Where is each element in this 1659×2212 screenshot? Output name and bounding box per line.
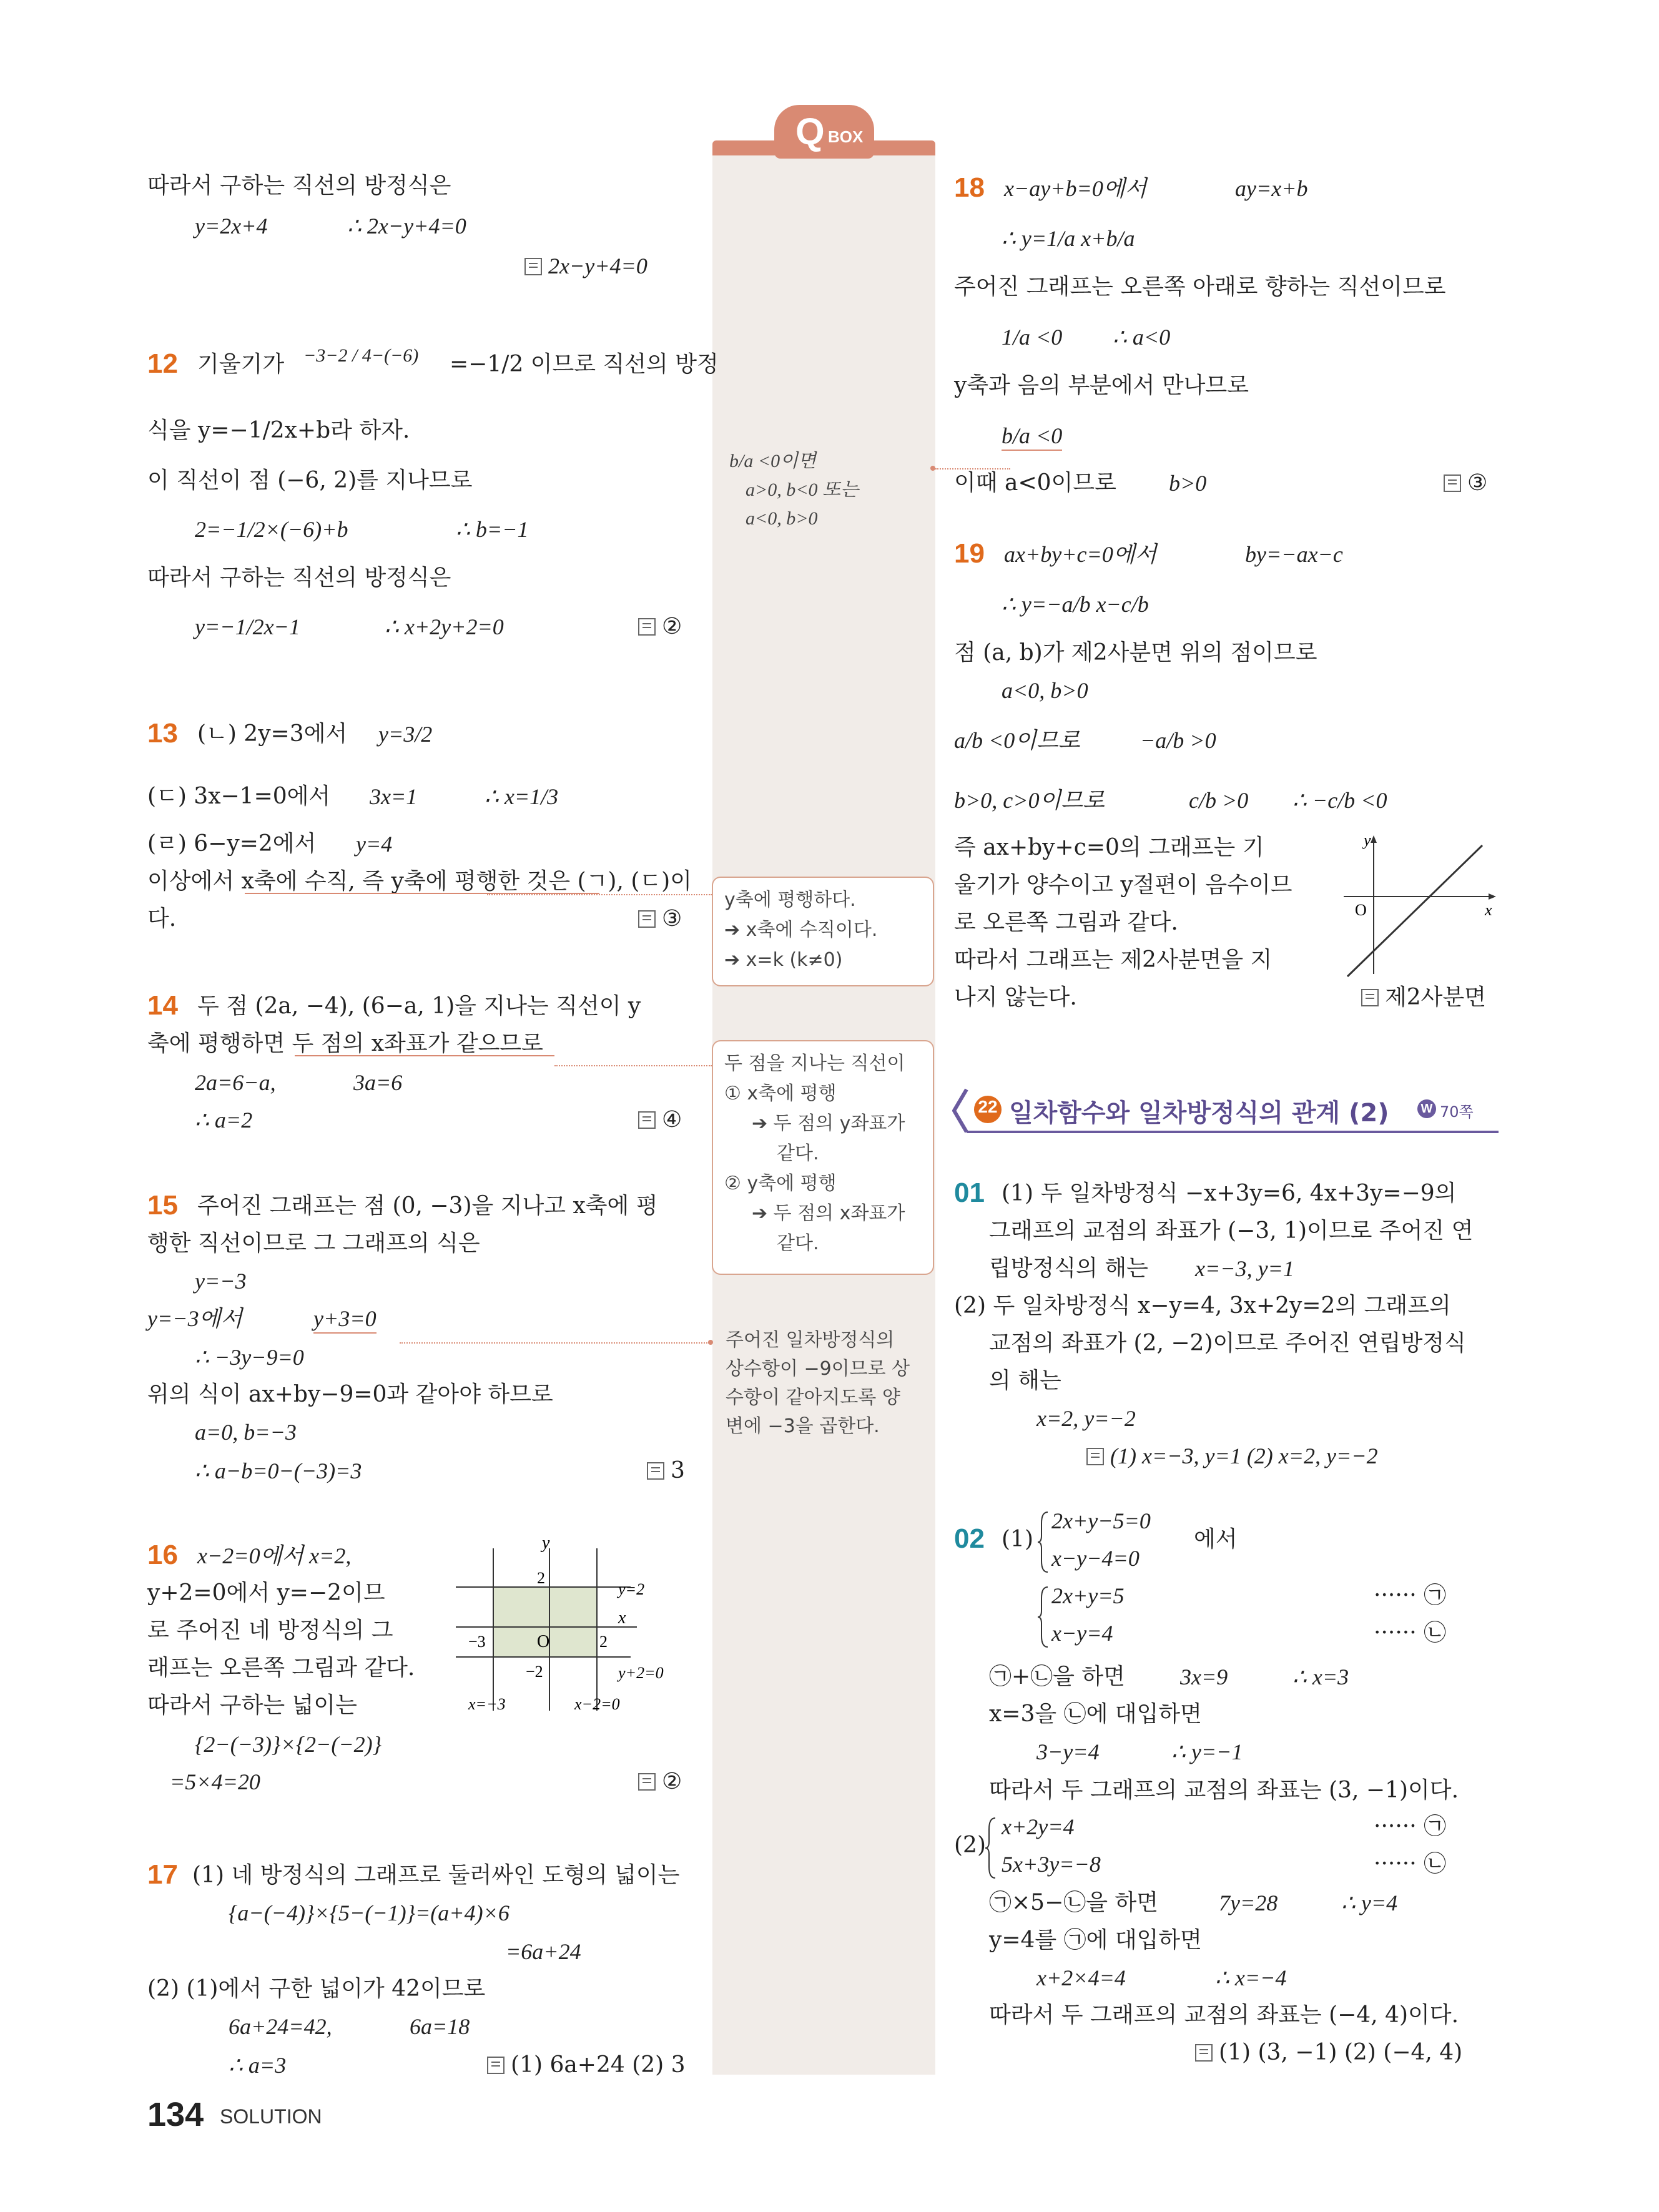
math-line: y=−3 — [195, 1269, 247, 1294]
text-line: 그래프의 교점의 좌표가 (−3, 1)이므로 주어진 연 — [989, 1218, 1474, 1244]
answer-01 — [1086, 1442, 1378, 1470]
y-label: y — [542, 1536, 550, 1553]
math-line: x+2×4=4 — [1036, 1965, 1126, 1990]
math-line: ∴ y=4 — [1341, 1890, 1398, 1915]
connector-line — [400, 1342, 709, 1344]
math-line: 3−y=4 — [1036, 1739, 1100, 1764]
math-line: by=−ax−c — [1245, 542, 1343, 567]
equation-tag: ······ ㉠ — [1374, 1814, 1447, 1839]
math-line: x=−3, y=1 — [1195, 1256, 1294, 1281]
answer-text: ② — [662, 614, 682, 639]
math-line: 2x+y=5 — [1051, 1583, 1125, 1608]
equation-tag: ······ ㉡ — [1374, 1620, 1447, 1646]
text-line: 울기가 양수이고 y절편이 음수이므 — [954, 872, 1292, 898]
y-label: y — [1364, 831, 1371, 849]
text-line: 교점의 좌표가 (2, −2)이므로 주어진 연립방정식 — [989, 1330, 1466, 1356]
answer-icon — [1361, 989, 1379, 1006]
note-line: 변에 −3을 곱한다. — [726, 1415, 880, 1437]
note-2 — [712, 877, 934, 986]
answer-icon — [1195, 2044, 1213, 2062]
problem-number: 17 — [147, 1859, 178, 1890]
answer-icon — [638, 1111, 656, 1129]
note-line: a<0, b>0 — [746, 508, 818, 529]
note-line: ② y축에 평행 — [724, 1172, 837, 1194]
answer-text: 3 — [671, 1458, 685, 1483]
math-line: 2x+y−5=0 — [1051, 1508, 1151, 1533]
math-line: 3x=1 — [370, 784, 418, 809]
text-line: 따라서 구하는 넓이는 — [147, 1693, 357, 1718]
answer-icon — [638, 1773, 656, 1791]
text-line: y축과 음의 부분에서 만나므로 — [954, 373, 1249, 398]
arrow-icon — [1489, 893, 1496, 900]
math-line: x−y=4 — [1051, 1621, 1113, 1646]
text-line: 이때 a<0이므로 — [954, 470, 1116, 496]
text-line: 의 해는 — [989, 1368, 1061, 1394]
answer-text: 2x−y+4=0 — [548, 253, 647, 278]
text-line: 다. — [147, 906, 177, 931]
math-line: ∴ x=1/3 — [485, 784, 559, 809]
note-line: 같다. — [777, 1232, 819, 1254]
section-header — [950, 1083, 1499, 1137]
math-line: ∴ b=−1 — [456, 517, 529, 542]
note-line: ➔ x=k (k≠0) — [724, 949, 843, 971]
note-line: ➔ x축에 수직이다. — [724, 919, 878, 941]
connector-line — [487, 894, 712, 895]
text-line: 로 주어진 네 방정식의 그 — [147, 1618, 393, 1643]
note-line: 상수항이 −9이므로 상 — [726, 1358, 910, 1380]
text-line: (2) — [954, 1832, 986, 1858]
answer-text: 제2사분면 — [1385, 985, 1487, 1010]
math-line: a<0, b>0 — [1002, 678, 1088, 703]
math-line: −a/b >0 — [1140, 728, 1216, 753]
text-line: 기울기가 — [197, 351, 285, 377]
math-line: 6a+24=42, — [229, 2014, 332, 2039]
math-line: ∴ a−b=0−(−3)=3 — [195, 1458, 362, 1483]
text-line: (ㄹ) 6−y=2에서 — [147, 831, 317, 857]
line-label: x−2=0 — [574, 1695, 620, 1713]
math-line: 5x+3y=−8 — [1002, 1852, 1101, 1877]
math-line: 2=−1/2×(−6)+b — [195, 517, 348, 542]
text-line: ㉠×5−㉡을 하면 — [989, 1890, 1159, 1915]
answer-18 — [1444, 469, 1487, 497]
answer-text: ④ — [662, 1107, 682, 1133]
math-line: b>0, c>0이므로 — [954, 788, 1105, 813]
text-line: 행한 직선이므로 그 그래프의 식은 — [147, 1231, 480, 1256]
text-line: 위의 식이 ax+by−9=0과 같아야 하므로 — [147, 1382, 553, 1407]
math-line: ∴ a<0 — [1113, 325, 1171, 350]
answer-text: ③ — [1467, 470, 1488, 496]
text-line: 점 (a, b)가 제2사분면 위의 점이므로 — [954, 640, 1317, 666]
line-label: y=2 — [618, 1580, 645, 1598]
tick-label: −2 — [526, 1663, 543, 1681]
page-number: 134 — [147, 2096, 204, 2133]
line-label: x=−3 — [468, 1695, 506, 1713]
problem-number: 19 — [954, 538, 985, 569]
answer-icon — [1444, 474, 1461, 492]
problem-number: 14 — [147, 990, 178, 1021]
text-line: 래프는 오른쪽 그림과 같다. — [147, 1655, 415, 1681]
text-line: 따라서 두 그래프의 교점의 좌표는 (−4, 4)이다. — [989, 2002, 1459, 2028]
problem-number: 01 — [954, 1177, 985, 1208]
answer-15 — [647, 1457, 685, 1485]
math-line: y=4 — [356, 832, 393, 857]
math-line: y=−1/2x−1 — [195, 614, 300, 639]
section-page-ref: 70쪽 — [1440, 1103, 1474, 1121]
note-line: b/a <0이면 — [729, 451, 817, 471]
tick-label: 2 — [599, 1633, 608, 1651]
problem-number: 18 — [954, 172, 985, 203]
text-line: 이상에서 x축에 수직, 즉 y축에 평행한 것은 (ㄱ), (ㄷ)이 — [147, 868, 692, 894]
note-4 — [726, 1326, 910, 1441]
equation-tag: ······ ㉠ — [1374, 1583, 1447, 1608]
math-line: 7y=28 — [1219, 1890, 1278, 1915]
note-line: 주어진 일차방정식의 — [726, 1329, 895, 1351]
math-line: y=−3에서 — [147, 1306, 243, 1331]
math-line: ∴ y=−a/b x−c/b — [1002, 592, 1149, 617]
qbox-q: Q — [795, 111, 825, 152]
note-1 — [729, 447, 859, 533]
text-line: 두 점 (2a, −4), (6−a, 1)을 지나는 직선이 y — [197, 993, 641, 1019]
answer-text: (1) x=−3, y=1 (2) x=2, y=−2 — [1110, 1443, 1378, 1468]
math-line: ∴ y=1/a x+b/a — [1002, 226, 1135, 251]
text-line: (1) 두 일차방정식 −x+3y=6, 4x+3y=−9의 — [1002, 1181, 1457, 1206]
text-line: 에서 — [1194, 1526, 1238, 1552]
text-line: x=3을 ㉡에 대입하면 — [989, 1701, 1202, 1727]
text-line: ㉠+㉡을 하면 — [989, 1664, 1125, 1689]
answer-icon — [524, 258, 542, 275]
answer-14 — [638, 1106, 682, 1134]
answer-11 — [524, 252, 647, 280]
connector-dot — [930, 466, 935, 471]
text-line: 로 오른쪽 그림과 같다. — [954, 910, 1178, 935]
x-label: x — [1485, 901, 1492, 919]
text-line: =−1/2 이므로 직선의 방정 — [450, 351, 719, 377]
math-line: ∴ 2x−y+4=0 — [347, 214, 466, 238]
origin-label: O — [1355, 901, 1367, 919]
footer-label: SOLUTION — [220, 2105, 322, 2128]
math-line: 3a=6 — [353, 1070, 403, 1095]
answer-text: ② — [662, 1769, 682, 1794]
answer-icon — [1086, 1448, 1104, 1465]
x-label: x — [618, 1608, 626, 1628]
text-line: 나지 않는다. — [954, 985, 1077, 1010]
note-line: 수항이 같아지도록 양 — [726, 1387, 900, 1408]
brace-icon — [984, 1817, 997, 1879]
math-line: c/b >0 — [1189, 788, 1249, 813]
math-line: ∴ x=3 — [1292, 1664, 1349, 1689]
math-line: ∴ x+2y+2=0 — [385, 614, 504, 639]
answer-icon — [647, 1462, 664, 1480]
math-line: y=2x+4 — [195, 214, 268, 238]
answer-16 — [638, 1768, 682, 1796]
text-line: 따라서 구하는 직선의 방정식은 — [147, 173, 451, 199]
answer-17 — [487, 2052, 686, 2079]
math-line: ∴ a=2 — [195, 1108, 253, 1133]
problem-number: 15 — [147, 1190, 178, 1221]
math-line: b/a <0 — [1002, 422, 1062, 451]
math-line: {2−(−3)}×{2−(−2)} — [195, 1732, 382, 1757]
text-line: 즉 ax+by+c=0의 그래프는 기 — [954, 835, 1264, 860]
figure-19 — [1342, 830, 1499, 986]
text-line: y+2=0에서 y=−2이므 — [147, 1580, 385, 1606]
problem-number: 16 — [147, 1540, 178, 1570]
graph-line — [1347, 845, 1482, 976]
answer-icon — [638, 618, 656, 636]
tick-label: 2 — [537, 1569, 545, 1587]
math-line: y=3/2 — [378, 722, 433, 747]
problem-number: 02 — [954, 1523, 985, 1554]
answer-19 — [1361, 984, 1486, 1011]
problem-number: 12 — [147, 348, 178, 379]
line-label: y+2=0 — [618, 1664, 664, 1682]
math-line: x−2=0에서 x=2, — [197, 1543, 352, 1568]
math-line: 1/a <0 — [1002, 325, 1063, 350]
text-line: 주어진 그래프는 점 (0, −3)을 지나고 x축에 평 — [197, 1193, 658, 1219]
note-line: y축에 평행하다. — [724, 889, 856, 911]
answer-13 — [638, 905, 682, 933]
note-line: 같다. — [777, 1143, 819, 1164]
text-line: (1) 네 방정식의 그래프로 둘러싸인 도형의 넓이는 — [192, 1862, 680, 1888]
brace-icon — [1036, 1586, 1049, 1648]
text-line: y=4를 ㉠에 대입하면 — [989, 1927, 1202, 1953]
text-line: 식을 y=−1/2x+b라 하자. — [147, 418, 410, 443]
math-line: =5×4=20 — [170, 1769, 260, 1794]
math-line: y+3=0 — [313, 1305, 377, 1334]
qbox-badge — [774, 105, 874, 159]
math-line: ay=x+b — [1235, 176, 1308, 201]
math-line: x+2y=4 — [1002, 1814, 1075, 1839]
math-line: x=2, y=−2 — [1036, 1406, 1136, 1431]
note-3 — [712, 1040, 934, 1275]
problem-number: 13 — [147, 718, 178, 749]
note-line: ➔ 두 점의 x좌표가 — [752, 1202, 905, 1224]
text-line: (1) — [1002, 1526, 1033, 1552]
math-line: 3x=9 — [1180, 1664, 1228, 1689]
text-line: (ㄴ) 2y=3에서 — [197, 721, 348, 747]
text-line: (2) (1)에서 구한 넓이가 42이므로 — [147, 1976, 486, 2002]
note-line: 두 점을 지나는 직선이 — [724, 1053, 905, 1074]
figure-16 — [450, 1536, 699, 1723]
text-line: 따라서 구하는 직선의 방정식은 — [147, 565, 451, 591]
brace-icon — [1036, 1511, 1049, 1573]
math-line: 2a=6−a, — [195, 1070, 276, 1095]
answer-12 — [638, 613, 682, 641]
answer-icon — [487, 2057, 505, 2074]
text-line: 이 직선이 점 (−6, 2)를 지나므로 — [147, 468, 473, 493]
section-number: 22 — [978, 1097, 998, 1116]
note-line: ➔ 두 점의 y좌표가 — [752, 1113, 905, 1134]
math-line: ∴ −3y−9=0 — [195, 1345, 304, 1370]
math-line: x−ay+b=0에서 — [1004, 176, 1147, 201]
math-line: ∴ −c/b <0 — [1292, 788, 1387, 813]
answer-text: (1) 6a+24 (2) 3 — [511, 2052, 686, 2078]
text-line: 주어진 그래프는 오른쪽 아래로 향하는 직선이므로 — [954, 274, 1446, 300]
math-line: b>0 — [1169, 471, 1207, 496]
math-line: 6a=18 — [410, 2014, 470, 2039]
connector-line — [554, 1065, 712, 1066]
math-line: =6a+24 — [506, 1939, 581, 1964]
math-line: ∴ x=−4 — [1215, 1965, 1287, 1990]
answer-icon — [638, 910, 656, 928]
qbox-box: BOX — [828, 127, 864, 146]
answer-02 — [1195, 2039, 1462, 2067]
text-line: (ㄷ) 3x−1=0에서 — [147, 784, 331, 809]
math-line: a/b <0이므로 — [954, 728, 1080, 753]
section-title: 일차함수와 일차방정식의 관계 (2) — [1009, 1099, 1389, 1128]
workbook-icon: W — [1417, 1099, 1436, 1118]
math-line: ∴ y=−1 — [1171, 1739, 1243, 1764]
tick-label: −3 — [468, 1633, 486, 1651]
answer-text: ③ — [662, 906, 682, 931]
equation-tag: ······ ㉡ — [1374, 1851, 1447, 1877]
note-line: a>0, b<0 또는 — [746, 479, 859, 500]
note-line: ① x축에 평행 — [724, 1083, 837, 1104]
math-line: x−y−4=0 — [1051, 1546, 1140, 1571]
math-line: ax+by+c=0에서 — [1004, 542, 1157, 567]
math-line: ∴ a=3 — [229, 2053, 287, 2078]
underline — [295, 1055, 554, 1056]
text-line: 따라서 그래프는 제2사분면을 지 — [954, 947, 1273, 973]
math-line: {a−(−4)}×{5−(−1)}=(a+4)×6 — [229, 1900, 510, 1925]
answer-text: (1) (3, −1) (2) (−4, 4) — [1219, 2040, 1463, 2065]
math-line: a=0, b=−3 — [195, 1420, 297, 1445]
connector-dot — [708, 1340, 713, 1345]
text-line: 따라서 두 그래프의 교점의 좌표는 (3, −1)이다. — [989, 1777, 1459, 1803]
fraction: −3−2 / 4−(−6) — [303, 345, 419, 366]
text-line: 립방정식의 해는 — [989, 1256, 1148, 1281]
arrow-icon — [1371, 835, 1377, 843]
origin-label: O — [537, 1632, 550, 1651]
text-line: 축에 평행하면 두 점의 x좌표가 같으므로 — [147, 1031, 543, 1056]
text-line: (2) 두 일차방정식 x−y=4, 3x+2y=2의 그래프의 — [954, 1293, 1451, 1319]
